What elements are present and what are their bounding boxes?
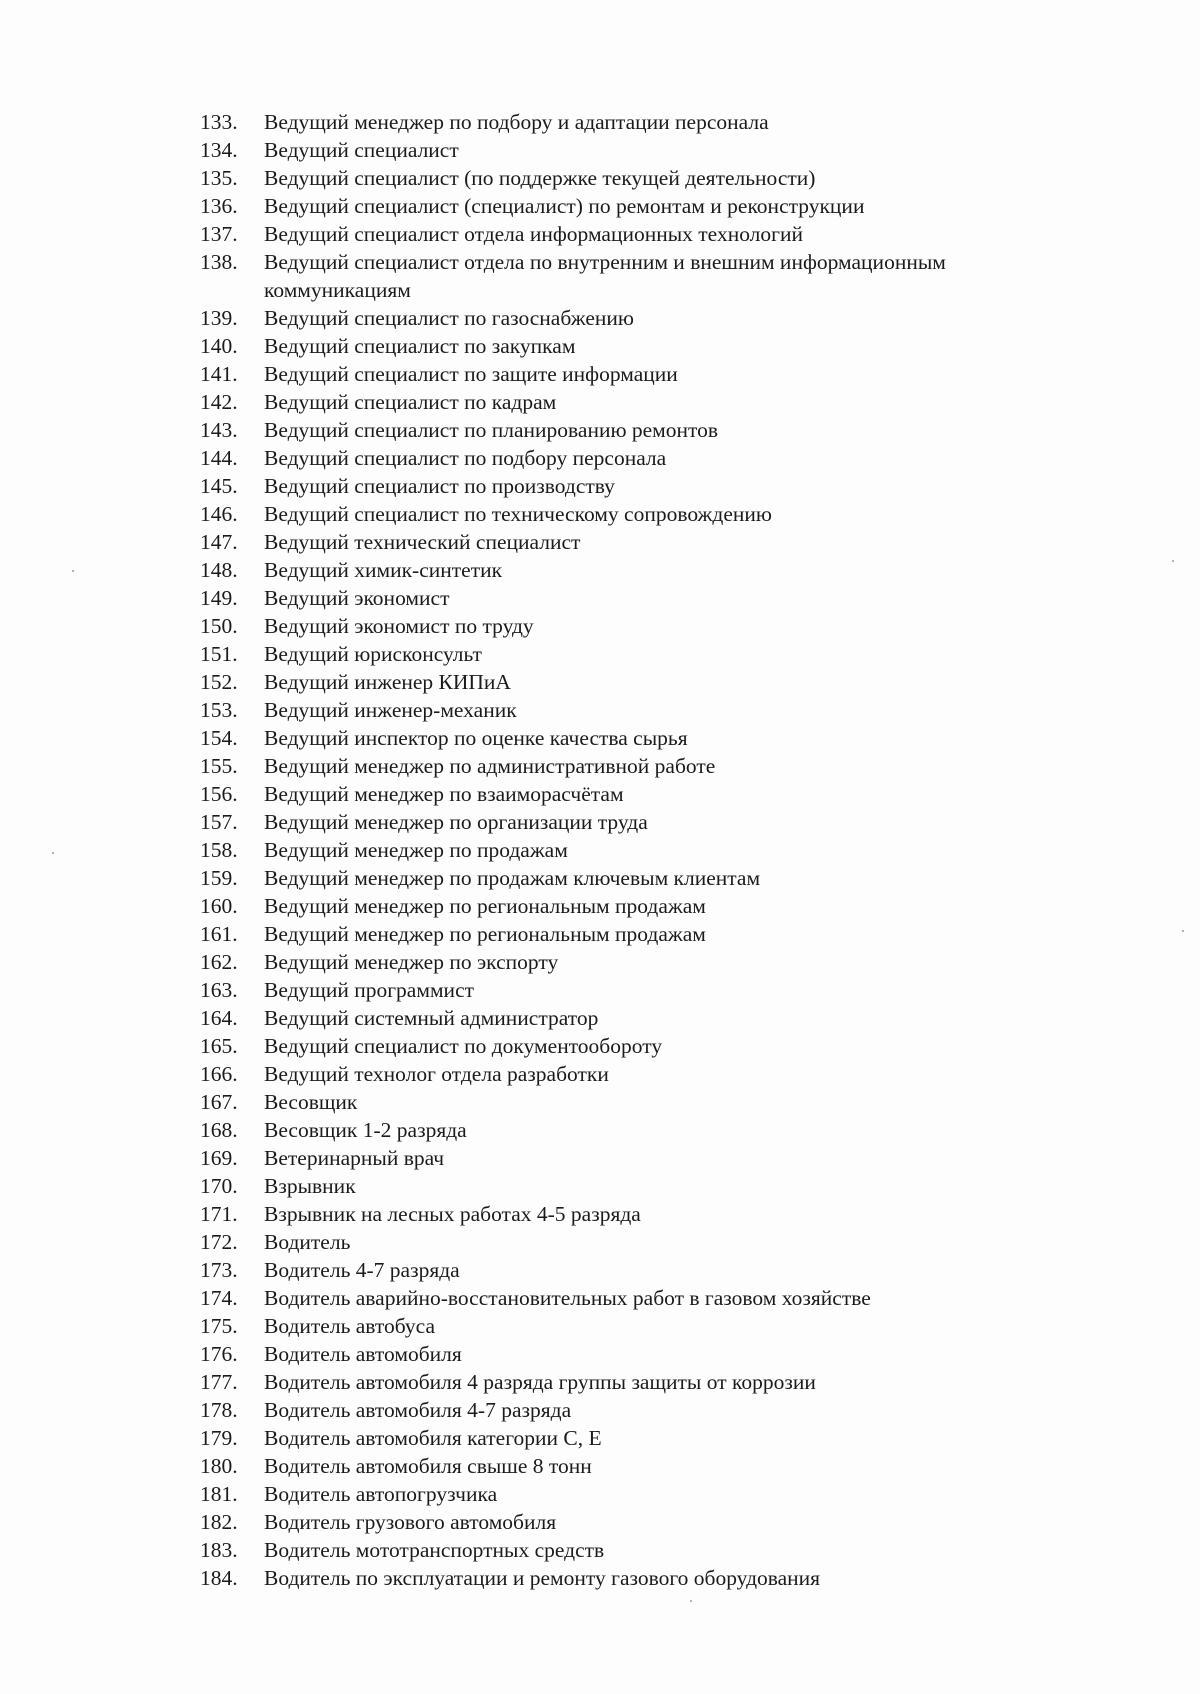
item-number: 158. <box>200 838 238 862</box>
item-number: 161. <box>200 922 238 946</box>
item-number: 167. <box>200 1090 238 1114</box>
item-number: 175. <box>200 1314 238 1338</box>
list-item <box>200 164 1080 192</box>
item-text: Ведущий специалист отдела информационных технологий <box>264 222 803 246</box>
item-number: 153. <box>200 698 238 722</box>
item-text: Водитель автомобиля 4-7 разряда <box>264 1398 572 1422</box>
list-item <box>200 108 1080 136</box>
item-text: Ведущий менеджер по организации труда <box>264 810 648 834</box>
scan-speck <box>690 1600 692 1602</box>
list-item <box>200 892 1080 920</box>
list-item <box>200 1228 1080 1256</box>
item-number: 166. <box>200 1062 238 1086</box>
item-number: 151. <box>200 642 238 666</box>
list-item <box>200 1312 1080 1340</box>
item-number: 179. <box>200 1426 238 1450</box>
scan-speck <box>72 570 74 572</box>
item-text: Ведущий специалист по кадрам <box>264 390 557 414</box>
list-item <box>200 1340 1080 1368</box>
item-text: Ведущий системный администратор <box>264 1006 599 1030</box>
item-number: 162. <box>200 950 238 974</box>
item-number: 140. <box>200 334 238 358</box>
item-number: 141. <box>200 362 238 386</box>
item-text: Ведущий менеджер по продажам <box>264 838 568 862</box>
item-number: 168. <box>200 1118 238 1142</box>
list-item <box>200 696 1080 724</box>
item-text: Весовщик 1-2 разряда <box>264 1118 467 1142</box>
list-item <box>200 976 1080 1004</box>
item-number: 178. <box>200 1398 238 1422</box>
item-text: Водитель автопогрузчика <box>264 1482 498 1506</box>
item-number: 164. <box>200 1006 238 1030</box>
item-text: Водитель <box>264 1230 351 1254</box>
list-item <box>200 1200 1080 1228</box>
list-item <box>200 556 1080 584</box>
list-item <box>200 836 1080 864</box>
item-number: 163. <box>200 978 238 1002</box>
list-item <box>200 248 1080 304</box>
item-text: Ведущий специалист по техническому сопровождению <box>264 502 772 526</box>
item-text: Ведущий менеджер по административной работе <box>264 754 716 778</box>
item-text: Ведущий технолог отдела разработки <box>264 1062 609 1086</box>
item-text: Ведущий менеджер по региональным продажам <box>264 894 706 918</box>
list-item <box>200 528 1080 556</box>
item-text: Ведущий специалист (по поддержке текущей деятельности) <box>264 166 816 190</box>
item-text: Ведущий специалист по документообороту <box>264 1034 663 1058</box>
item-text: Ведущий менеджер по региональным продажам <box>264 922 706 946</box>
item-number: 149. <box>200 586 238 610</box>
list-item <box>200 1004 1080 1032</box>
item-text: Ведущий специалист по закупкам <box>264 334 576 358</box>
item-number: 174. <box>200 1286 238 1310</box>
list-item <box>200 1172 1080 1200</box>
item-text: Ведущий менеджер по продажам ключевым клиентам <box>264 866 761 890</box>
item-number: 155. <box>200 754 238 778</box>
item-text: Водитель автомобиля свыше 8 тонн <box>264 1454 592 1478</box>
item-number: 165. <box>200 1034 238 1058</box>
item-number: 156. <box>200 782 238 806</box>
item-text: Весовщик <box>264 1090 358 1114</box>
item-text: Водитель автобуса <box>264 1314 436 1338</box>
list-item <box>200 1508 1080 1536</box>
list-item <box>200 1060 1080 1088</box>
list-item <box>200 752 1080 780</box>
list-item <box>200 1368 1080 1396</box>
item-text: Водитель мототранспортных средств <box>264 1538 605 1562</box>
list-item <box>200 808 1080 836</box>
list-item <box>200 136 1080 164</box>
item-number: 183. <box>200 1538 238 1562</box>
item-text: Ведущий специалист по защите информации <box>264 362 678 386</box>
item-number: 146. <box>200 502 238 526</box>
item-number: 154. <box>200 726 238 750</box>
list-item <box>200 640 1080 668</box>
item-number: 144. <box>200 446 238 470</box>
list-item <box>200 416 1080 444</box>
item-number: 157. <box>200 810 238 834</box>
list-item <box>200 612 1080 640</box>
item-number: 170. <box>200 1174 238 1198</box>
item-number: 180. <box>200 1454 238 1478</box>
item-text: Ведущий специалист (специалист) по ремонтам и реконструкции <box>264 194 865 218</box>
item-text: Ведущий юрисконсульт <box>264 642 482 666</box>
item-number: 150. <box>200 614 238 638</box>
item-text: Водитель грузового автомобиля <box>264 1510 557 1534</box>
item-text: Ведущий экономист по труду <box>264 614 534 638</box>
list-item <box>200 304 1080 332</box>
item-text: Водитель аварийно-восстановительных работ в газовом хозяйстве <box>264 1286 871 1310</box>
item-number: 159. <box>200 866 238 890</box>
list-item <box>200 584 1080 612</box>
item-number: 138. <box>200 250 238 274</box>
list-item <box>200 1144 1080 1172</box>
item-text: Ветеринарный врач <box>264 1146 445 1170</box>
item-number: 134. <box>200 138 238 162</box>
item-text: Ведущий экономист <box>264 586 450 610</box>
item-text: Ведущий специалист по подбору персонала <box>264 446 667 470</box>
item-number: 182. <box>200 1510 238 1534</box>
item-text: Водитель по эксплуатации и ремонту газового оборудования <box>264 1566 821 1590</box>
list-item <box>200 1116 1080 1144</box>
list-item <box>200 1256 1080 1284</box>
list-item <box>200 920 1080 948</box>
scan-speck <box>52 852 54 854</box>
item-text: Водитель автомобиля категории С, Е <box>264 1426 602 1450</box>
item-text: Ведущий менеджер по подбору и адаптации персонала <box>264 110 769 134</box>
item-number: 152. <box>200 670 238 694</box>
item-text: Ведущий специалист по производству <box>264 474 615 498</box>
item-text: Ведущий инспектор по оценке качества сырья <box>264 726 688 750</box>
occupation-list <box>200 108 1080 1592</box>
list-item <box>200 472 1080 500</box>
list-item <box>200 360 1080 388</box>
list-item <box>200 668 1080 696</box>
item-number: 173. <box>200 1258 238 1282</box>
list-item <box>200 332 1080 360</box>
list-item <box>200 864 1080 892</box>
item-number: 136. <box>200 194 238 218</box>
item-text: Ведущий программист <box>264 978 475 1002</box>
item-text: Ведущий инженер КИПиА <box>264 670 511 694</box>
item-text: Водитель автомобиля <box>264 1342 462 1366</box>
item-number: 148. <box>200 558 238 582</box>
scan-speck <box>1172 560 1174 562</box>
item-number: 176. <box>200 1342 238 1366</box>
item-number: 181. <box>200 1482 238 1506</box>
item-number: 143. <box>200 418 238 442</box>
item-number: 135. <box>200 166 238 190</box>
list-item <box>200 1284 1080 1312</box>
item-text: Ведущий химик-синтетик <box>264 558 503 582</box>
list-item <box>200 192 1080 220</box>
list-item <box>200 1088 1080 1116</box>
item-number: 145. <box>200 474 238 498</box>
item-number: 147. <box>200 530 238 554</box>
list-item <box>200 724 1080 752</box>
list-item <box>200 444 1080 472</box>
item-text: Взрывник на лесных работах 4-5 разряда <box>264 1202 641 1226</box>
item-text: Ведущий специалист <box>264 138 459 162</box>
list-item <box>200 1452 1080 1480</box>
list-item <box>200 220 1080 248</box>
item-number: 133. <box>200 110 238 134</box>
item-text: Взрывник <box>264 1174 356 1198</box>
item-number: 184. <box>200 1566 238 1590</box>
item-text: Ведущий менеджер по экспорту <box>264 950 559 974</box>
item-number: 137. <box>200 222 238 246</box>
item-text: Ведущий специалист по газоснабжению <box>264 306 634 330</box>
list-item <box>200 780 1080 808</box>
item-text: Ведущий инженер-механик <box>264 698 517 722</box>
list-item <box>200 1032 1080 1060</box>
list-item <box>200 1564 1080 1592</box>
scan-speck <box>1182 930 1184 932</box>
list-item <box>200 500 1080 528</box>
list-item <box>200 1424 1080 1452</box>
list-item <box>200 948 1080 976</box>
item-number: 160. <box>200 894 238 918</box>
item-number: 177. <box>200 1370 238 1394</box>
item-text: Ведущий специалист отдела по внутренним и внешним информационным коммуникациям <box>264 250 946 302</box>
item-text: Ведущий менеджер по взаиморасчётам <box>264 782 624 806</box>
item-number: 142. <box>200 390 238 414</box>
item-number: 169. <box>200 1146 238 1170</box>
list-item <box>200 1536 1080 1564</box>
item-text: Ведущий специалист по планированию ремонтов <box>264 418 719 442</box>
item-text: Ведущий технический специалист <box>264 530 581 554</box>
list-item <box>200 388 1080 416</box>
item-text: Водитель 4-7 разряда <box>264 1258 460 1282</box>
list-item <box>200 1480 1080 1508</box>
item-number: 172. <box>200 1230 238 1254</box>
list-item <box>200 1396 1080 1424</box>
item-text: Водитель автомобиля 4 разряда группы защиты от коррозии <box>264 1370 816 1394</box>
item-number: 171. <box>200 1202 238 1226</box>
item-number: 139. <box>200 306 238 330</box>
